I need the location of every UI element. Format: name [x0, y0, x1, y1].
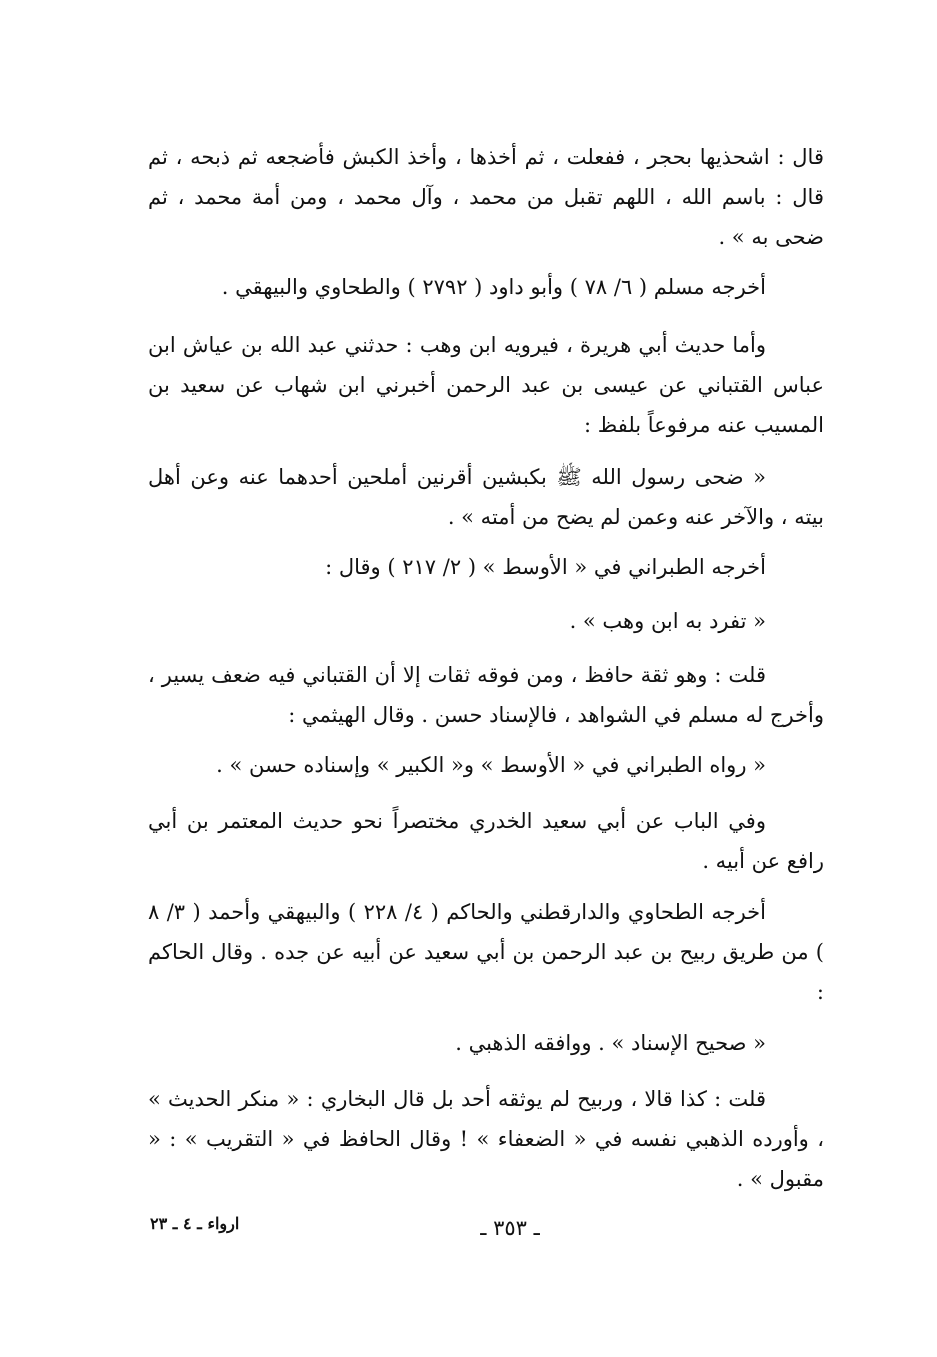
paragraph-12: [148, 1079, 824, 1199]
paragraph-text: « صحيح الإسناد » . ووافقه الذهبي .: [455, 1031, 766, 1055]
paragraph-text: أخرجه الطبراني في « الأوسط » ( ٢/ ٢١٧ ) وقال :: [325, 555, 766, 579]
paragraph-text: « ضحى رسول الله ﷺ بكبشين أقرنين أملحين أحدهما عنه وعن أهل بيته ، والآخر عنه وعمن لم يضح من أمته » .: [148, 465, 824, 529]
paragraph-3: [148, 325, 824, 445]
paragraph-text: « تفرد به ابن وهب » .: [569, 609, 766, 633]
paragraph-text: وأما حديث أبي هريرة ، فيرويه ابن وهب : حدثني عبد الله بن عياش ابن عباس القتباني عن عيسى بن عبد الرحمن أخبرني ابن شهاب عن سعيد بن المسيب عنه مرفوعاً بلفظ :: [148, 333, 824, 437]
paragraph-6: [148, 601, 824, 641]
page-number: ـ ٣٥٣ ـ: [480, 1216, 540, 1240]
paragraph-10: [148, 892, 824, 1012]
paragraph-text: أخرجه الطحاوي والدارقطني والحاكم ( ٤/ ٢٢٨ ) والبيهقي وأحمد ( ٣/ ٨ ) من طريق ربيح بن عبد الرحمن بن أبي سعيد عن أبيه عن جده . وقال الحاكم :: [148, 900, 824, 1004]
paragraph-text: أخرجه مسلم ( ٦/ ٧٨ ) وأبو داود ( ٢٧٩٢ ) والطحاوي والبيهقي .: [221, 275, 766, 299]
paragraph-4: [148, 457, 824, 537]
printer-signature: ارواء ـ ٤ ـ ٢٣: [150, 1214, 240, 1233]
paragraph-text: قلت : وهو ثقة حافظ ، ومن فوقه ثقات إلا أن القتباني فيه ضعف يسير ، وأخرج له مسلم في الشواهد ، فالإسناد حسن . وقال الهيثمي :: [148, 663, 824, 727]
paragraph-7: [148, 655, 824, 735]
paragraph-text: قلت : كذا قالا ، وربيح لم يوثقه أحد بل قال البخاري : « منكر الحديث » ، وأورده الذهبي نفسه في « الضعفاء » ! وقال الحافظ في « التقريب » : « مقبول » .: [148, 1087, 824, 1191]
paragraph-11: [148, 1023, 824, 1063]
paragraph-text: « رواه الطبراني في « الأوسط » و« الكبير » وإسناده حسن » .: [216, 753, 766, 777]
paragraph-2: [148, 267, 824, 307]
paragraph-text: وفي الباب عن أبي سعيد الخدري مختصراً نحو حديث المعتمر بن أبي رافع عن أبيه .: [148, 809, 824, 873]
paragraph-8: [148, 745, 824, 785]
paragraph-9: [148, 801, 824, 881]
paragraph-5: [148, 547, 824, 587]
paragraph-text: قال : اشحذيها بحجر ، ففعلت ، ثم أخذها ، وأخذ الكبش فأضجعه ثم ذبحه ، ثم قال : باسم الله ، اللهم تقبل من محمد ، وآل محمد ، ومن أمة محمد ، ثم ضحى به » .: [148, 145, 824, 249]
paragraph-1: [148, 137, 824, 257]
